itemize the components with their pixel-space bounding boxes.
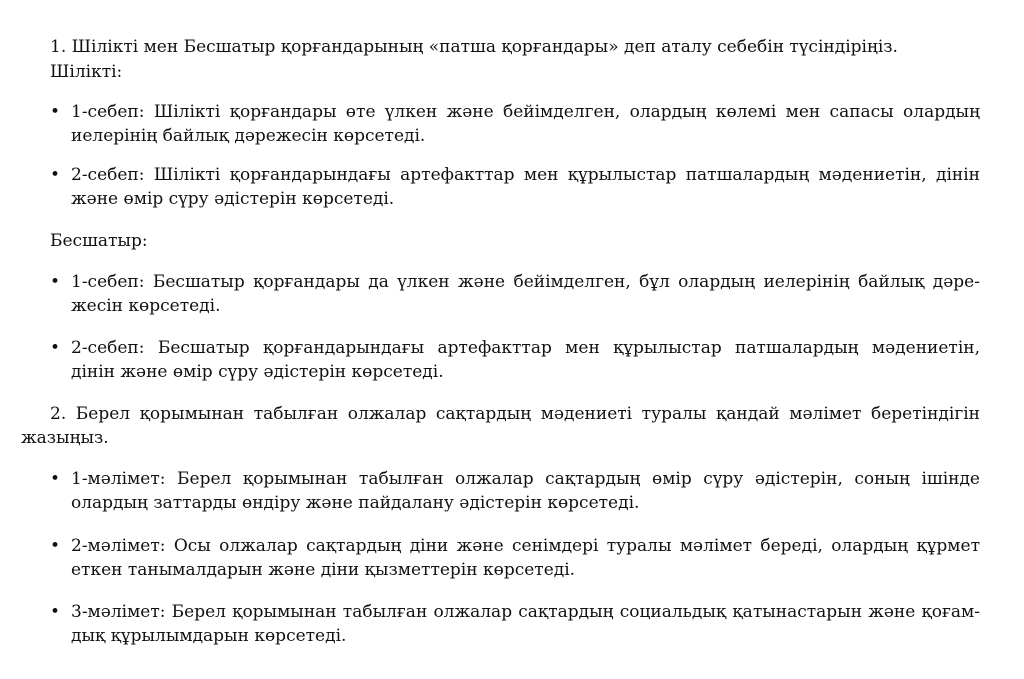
question-2-heading-line-2: жазыңыз.	[21, 428, 109, 448]
bullet-marker: •	[50, 602, 61, 622]
info-1-line-1: 1-мәлімет: Берел қорымынан табылған олжалар сақтардың өмір сүру әдістерін, соның ішінде	[71, 469, 980, 489]
bullet-marker: •	[50, 536, 61, 556]
info-2-line-2: еткен танымалдарын және діни қызметтерін көрсетеді.	[71, 560, 576, 580]
besshatyr-reason-1-line-2: жесін көрсетеді.	[71, 296, 221, 316]
bullet-marker: •	[50, 272, 61, 292]
shilikti-reason-2-line-2: және өмір сүру әдістерін көрсетеді.	[71, 189, 395, 209]
question-1-heading: 1. Шілікті мен Бесшатыр қорғандарының «патша қорғандары» деп аталу себебін түсіндіріңіз.	[50, 37, 898, 57]
bullet-marker: •	[50, 469, 61, 489]
bullet-marker: •	[50, 102, 61, 122]
shilikti-reason-1-line-2: иелерінің байлық дәрежесін көрсетеді.	[71, 126, 426, 146]
info-1-line-2: олардың заттарды өндіру және пайдалану әдістерін көрсетеді.	[71, 493, 640, 513]
shilikti-reason-1-line-1: 1-себеп: Шілікті қорғандары өте үлкен және бейімделген, олардың көлемі мен сапасы олардың	[71, 102, 980, 122]
shilikti-reason-2-line-1: 2-себеп: Шілікті қорғандарындағы артефакттар мен құрылыстар патшалардың мәдениетін, дінін	[71, 165, 980, 185]
bullet-marker: •	[50, 338, 61, 358]
question-2-heading-line-1: 2. Берел қорымынан табылған олжалар сақтардың мәдениеті туралы қандай мәлімет беретіндігін	[50, 404, 980, 424]
info-3-line-1: 3-мәлімет: Берел қорымынан табылған олжалар сақтардың социальдық қатынастарын және қоғам-	[71, 602, 980, 622]
shilikti-label: Шілікті:	[50, 62, 123, 82]
besshatyr-reason-1-line-1: 1-себеп: Бесшатыр қорғандары да үлкен және бейімделген, бұл олардың иелерінің байлық дәре-	[71, 272, 980, 292]
besshatyr-label: Бесшатыр:	[50, 231, 148, 251]
besshatyr-reason-2-line-1: 2-себеп: Бесшатыр қорғандарындағы артефакттар мен құрылыстар патшалардың мәдениетін,	[71, 338, 980, 358]
bullet-marker: •	[50, 165, 61, 185]
besshatyr-reason-2-line-2: дінін және өмір сүру әдістерін көрсетеді.	[71, 362, 444, 382]
info-2-line-1: 2-мәлімет: Осы олжалар сақтардың діни және сенімдері туралы мәлімет береді, олардың құрмет	[71, 536, 980, 556]
info-3-line-2: дық құрылымдарын көрсетеді.	[71, 626, 347, 646]
